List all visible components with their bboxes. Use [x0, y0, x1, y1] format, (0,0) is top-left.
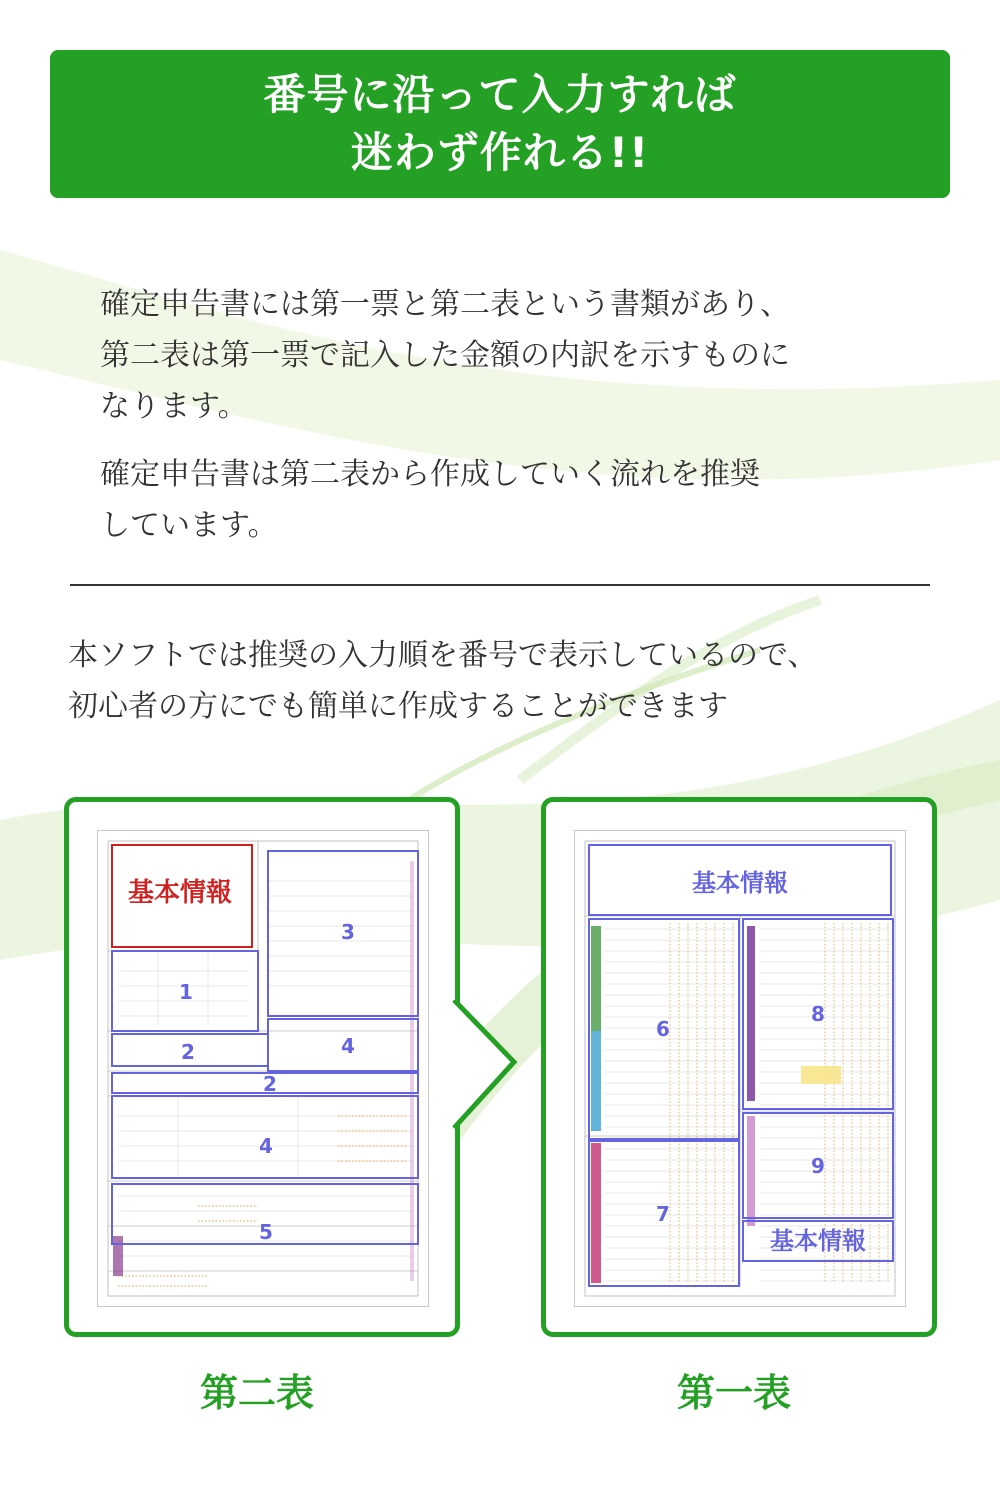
- basic-info-label-top: 基本情報: [692, 869, 788, 897]
- intro-p1-line2: 第二表は第一票で記入した金額の内訳を示すものに: [100, 338, 790, 373]
- software-line2: 初心者の方にでも簡単に作成することができます: [68, 689, 728, 724]
- intro-p1-line1: 確定申告書には第一票と第二表という書類があり、: [100, 287, 790, 322]
- step-number-4a: 4: [341, 1034, 355, 1058]
- step-number-4b: 4: [259, 1134, 273, 1158]
- form-card-second-table: [64, 797, 460, 1337]
- form-image-second-table: [97, 830, 429, 1307]
- step-number-2a: 2: [181, 1040, 195, 1064]
- header-banner: [50, 50, 950, 198]
- form-first-table-drawing: [575, 831, 905, 1306]
- chevron-right-callout-icon: [452, 1000, 522, 1130]
- step-number-7: 7: [656, 1202, 670, 1226]
- section-divider: [70, 584, 930, 586]
- form-card-first-table: [541, 797, 937, 1337]
- step-number-5: 5: [259, 1220, 273, 1244]
- step-number-2b: 2: [263, 1072, 277, 1096]
- software-line1: 本ソフトでは推奨の入力順を番号で表示しているので、: [68, 638, 818, 673]
- basic-info-label-bottom: 基本情報: [770, 1227, 866, 1255]
- header-title-line2: 迷わず作れる!!: [350, 128, 650, 177]
- intro-p2-line2: しています。: [100, 508, 278, 543]
- step-number-6: 6: [656, 1017, 670, 1041]
- form-image-first-table: [574, 830, 906, 1307]
- caption-second-table: 第二表: [199, 1371, 314, 1415]
- software-paragraph: [68, 630, 968, 732]
- step-number-3: 3: [341, 920, 355, 944]
- form-second-table-drawing: [98, 831, 428, 1306]
- intro-p2-line1: 確定申告書は第二表から作成していく流れを推奨: [100, 457, 760, 492]
- intro-paragraph-1: [100, 279, 940, 432]
- basic-info-label: 基本情報: [127, 878, 233, 908]
- step-number-8: 8: [811, 1002, 825, 1026]
- caption-first-table: 第一表: [676, 1371, 791, 1415]
- step-number-9: 9: [811, 1154, 825, 1178]
- intro-p1-line3: なります。: [100, 389, 248, 424]
- intro-paragraph-2: [100, 449, 940, 551]
- header-title-line1: 番号に沿って入力すれば: [263, 70, 737, 119]
- step-number-1: 1: [179, 980, 193, 1004]
